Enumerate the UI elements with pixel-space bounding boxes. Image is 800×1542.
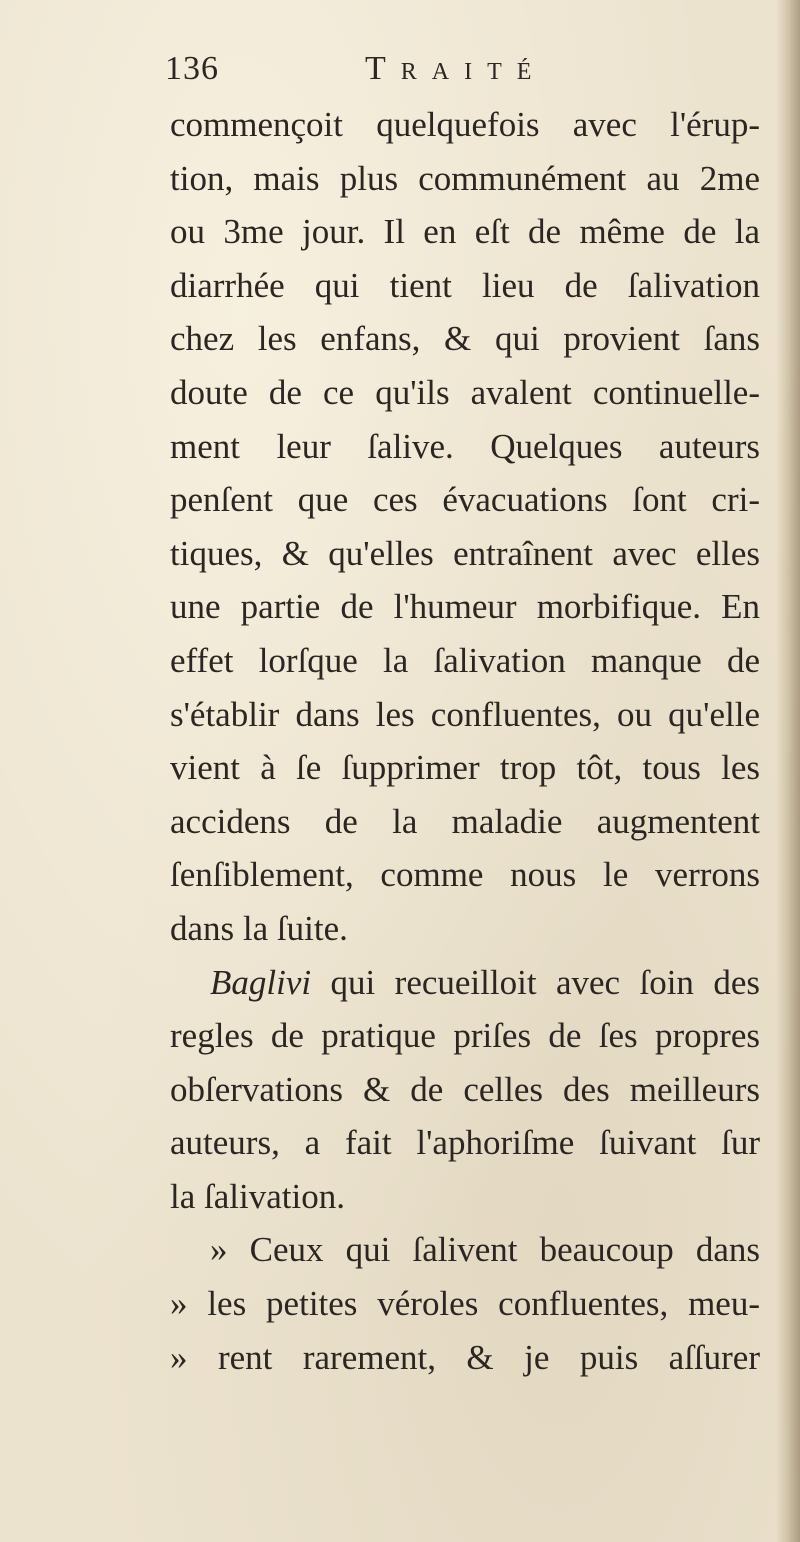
text-line: regles de pratique priſes de ſes propres	[170, 1016, 760, 1056]
text-line: penſent que ces évacuations ſont cri-	[170, 480, 760, 520]
text-line: commençoit quelquefois avec l'érup-	[170, 105, 760, 144]
text-line: effet lorſque la ſalivation manque de	[170, 640, 760, 680]
author-name: Baglivi	[210, 962, 312, 1002]
text-line: ment leur ſalive. Quelques auteurs	[170, 426, 760, 466]
text-line: tiques, & qu'elles entraînent avec elles	[170, 533, 760, 573]
text-line: la ſalivation.	[170, 1176, 345, 1216]
text-line: vient à ſe ſupprimer trop tôt, tous les	[170, 748, 760, 788]
running-header	[165, 44, 605, 94]
text-line: une partie de l'humeur morbifique. En	[170, 587, 760, 627]
paragraph-first-line	[170, 956, 760, 1010]
quote-line: » les petites véroles confluentes, meu-	[170, 1284, 760, 1324]
text-line: dans la ſuite.	[170, 908, 348, 948]
text-line: obſervations & de celles des meilleurs	[170, 1069, 760, 1109]
text-line: doute de ce qu'ils avalent continuelle-	[170, 372, 760, 412]
text-line: accidens de la maladie augmentent	[170, 801, 760, 841]
body-text	[170, 98, 760, 1384]
text-line: chez les enfans, & qui provient ſans	[170, 319, 760, 359]
text-line: diarrhée qui tient lieu de ſalivation	[170, 265, 760, 305]
text-line: tion, mais plus communément au 2me	[170, 158, 760, 198]
quote-line: » rent rarement, & je puis aſſurer	[170, 1337, 760, 1377]
page-edge-shadow	[776, 0, 800, 1542]
text-line: auteurs, a fait l'aphoriſme ſuivant ſur	[170, 1123, 760, 1163]
quote-line: » Ceux qui ſalivent beaucoup dans	[210, 1230, 760, 1270]
text-line: ou 3me jour. Il en eſt de même de la	[170, 212, 760, 252]
text-line: s'établir dans les confluentes, ou qu'elle	[170, 694, 760, 734]
running-title: Traité	[365, 50, 547, 87]
text-line: ſenſiblement, comme nous le verrons	[170, 855, 760, 895]
text-span: qui recueilloit avec ſoin des	[330, 962, 761, 1002]
page-number: 136	[165, 50, 219, 87]
